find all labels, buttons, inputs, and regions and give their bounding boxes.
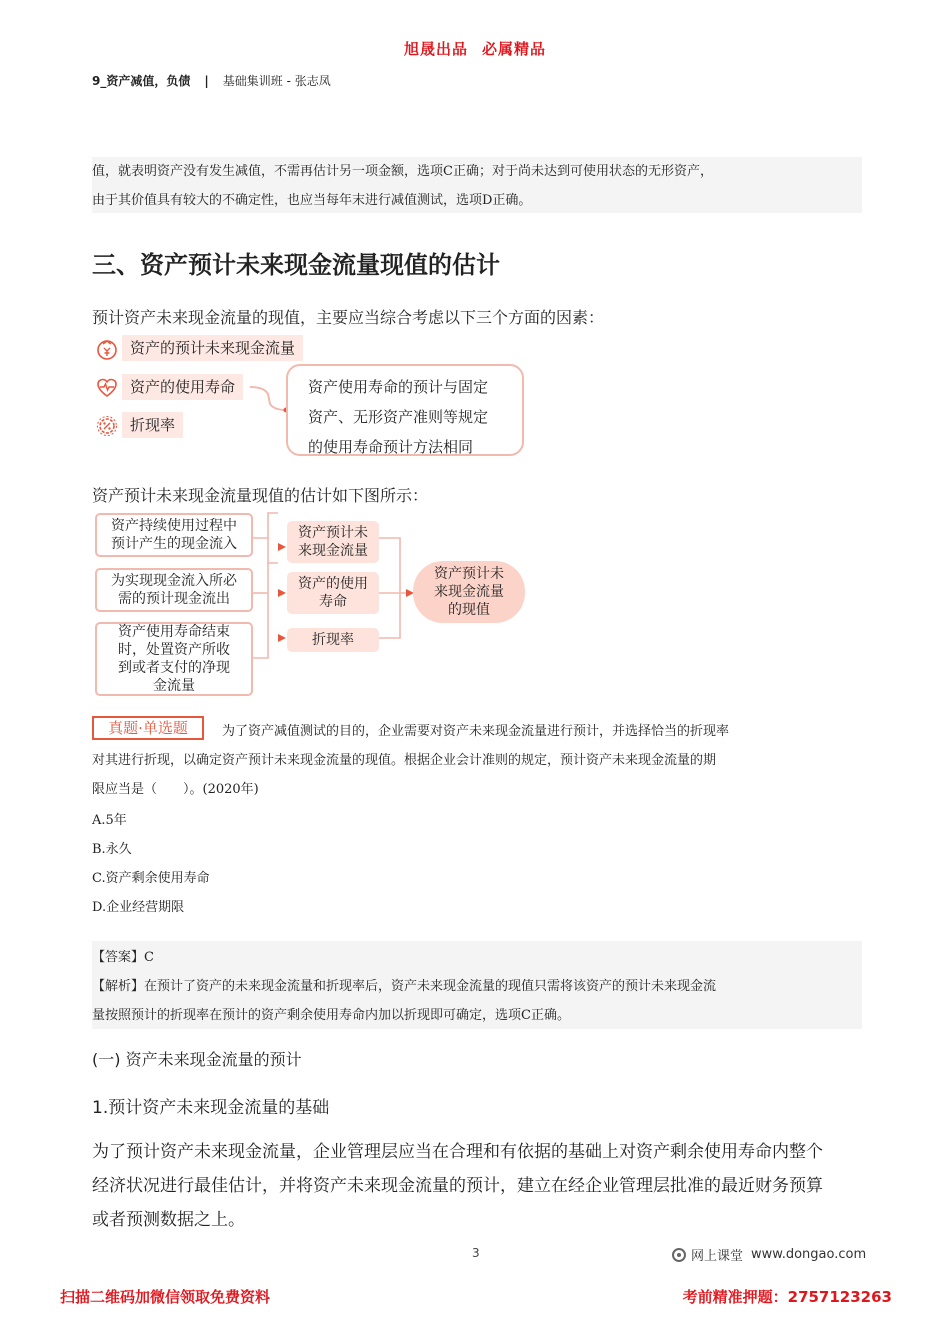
header-separator: | xyxy=(204,74,209,88)
body-line: 经济状况进行最佳估计，并将资产未来现金流量的预计，建立在经企业管理层批准的最近财务预算 xyxy=(92,1176,823,1196)
brand-logo-icon xyxy=(672,1248,686,1262)
flow-left-line: 资产持续使用过程中 xyxy=(111,518,237,534)
prev-explain-box xyxy=(92,157,862,213)
heart-pulse-icon xyxy=(96,377,118,399)
flow-left-line: 需的预计现金流出 xyxy=(118,591,230,607)
flow-mid-life xyxy=(287,572,379,614)
answer-box xyxy=(92,941,862,1029)
answer-value: C xyxy=(144,950,154,965)
option-d: D.企业经营期限 xyxy=(92,900,185,915)
explain-line: 在预计了资产的未来现金流量和折现率后，资产未来现金流量的现值只需将该资产的预计未来现金流 xyxy=(144,979,717,994)
flow-result-line: 来现金流量 xyxy=(434,584,504,600)
body-line: 为了预计资产未来现金流量，企业管理层应当在合理和有依据的基础上对资产剩余使用寿命内整个 xyxy=(92,1142,823,1162)
flow-left-line: 预计产生的现金流入 xyxy=(111,536,237,552)
chapter-title: 9_资产减值，负债 xyxy=(92,74,191,88)
option-c: C.资产剩余使用寿命 xyxy=(92,871,210,886)
brand-url: www.dongao.com xyxy=(751,1247,867,1262)
flow-result-line: 资产预计未 xyxy=(434,566,504,582)
flow-mid-line: 来现金流量 xyxy=(298,543,368,559)
flow-left-outflow xyxy=(95,568,253,612)
page-header xyxy=(92,72,331,89)
flow-mid-line: 寿命 xyxy=(319,594,347,610)
factor-useful-life: 资产的使用寿命 xyxy=(122,374,243,400)
flow-intro-text: 资产预计未来现金流量现值的估计如下图所示： xyxy=(92,486,429,505)
point-title: 1.预计资产未来现金流量的基础 xyxy=(92,1098,330,1118)
life-note-box xyxy=(286,364,524,456)
money-bag-icon xyxy=(96,338,118,360)
explain-line: 量按照预计的折现率在预计的资产剩余使用寿命内加以折现即可确定，选项C正确。 xyxy=(92,1008,570,1023)
flow-left-line: 金流量 xyxy=(153,678,195,694)
footer-brand xyxy=(672,1245,866,1264)
prev-explain-line: 值，就表明资产没有发生减值，不需再估计另一项金额，选项C正确；对于尚未达到可使用状态的无形资产， xyxy=(92,164,713,179)
flow-mid-rate xyxy=(287,628,379,652)
flow-left-line: 资产使用寿命结束 xyxy=(118,624,230,640)
flow-left-disposal xyxy=(95,622,253,696)
question-line: 限应当是（ ）。(2020年) xyxy=(92,782,259,797)
section-title: 三、资产预计未来现金流量现值的估计 xyxy=(92,250,500,279)
flow-result-pv xyxy=(413,561,525,623)
question-tag: 真题·单选题 xyxy=(92,716,204,740)
banner-left: 旭晟出品 xyxy=(403,40,468,58)
top-banner xyxy=(0,38,950,59)
factor-discount-rate: 折现率 xyxy=(122,412,183,438)
flow-left-line: 时，处置资产所收 xyxy=(118,642,230,658)
gear-percent-icon xyxy=(96,415,118,437)
flow-result-line: 的现值 xyxy=(448,602,490,618)
question-line: 为了资产减值测试的目的，企业需要对资产未来现金流量进行预计，并选择恰当的折现率 xyxy=(222,724,730,739)
course-name: 基础集训班 - 张志凤 xyxy=(222,74,331,88)
flow-mid-line: 折现率 xyxy=(312,632,354,648)
flow-left-line: 为实现现金流入所必 xyxy=(111,573,237,589)
explain-label: 【解析】 xyxy=(92,979,145,994)
answer-label: 【答案】 xyxy=(92,950,145,965)
option-a: A.5年 xyxy=(92,813,127,828)
flow-mid-line: 资产的使用 xyxy=(298,576,368,592)
flow-mid-cash-flow xyxy=(287,521,379,563)
flow-left-line: 到或者支付的净现 xyxy=(118,660,230,676)
bottom-promo-right: 考前精准押题：2757123263 xyxy=(682,1288,892,1306)
flow-mid-line: 资产预计未 xyxy=(298,525,368,541)
banner-right: 必属精品 xyxy=(482,40,547,58)
life-note-line: 资产使用寿命的预计与固定 xyxy=(308,378,489,396)
life-note-line: 的使用寿命预计方法相同 xyxy=(308,438,474,456)
page-number: 3 xyxy=(472,1246,480,1260)
life-note-line: 资产、无形资产准则等规定 xyxy=(308,408,489,426)
bottom-promo-left: 扫描二维码加微信领取免费资料 xyxy=(60,1288,271,1306)
factor-cash-flow: 资产的预计未来现金流量 xyxy=(122,335,303,361)
brand-name: 网上课堂 xyxy=(691,1249,744,1264)
prev-explain-line: 由于其价值具有较大的不确定性，也应当每年末进行减值测试，选项D正确。 xyxy=(92,193,532,208)
life-connector xyxy=(248,384,288,424)
flow-left-inflow xyxy=(95,513,253,557)
subsection-title: (一) 资产未来现金流量的预计 xyxy=(92,1050,302,1069)
body-line: 或者预测数据之上。 xyxy=(92,1210,245,1230)
intro-text: 预计资产未来现金流量的现值，主要应当综合考虑以下三个方面的因素： xyxy=(92,308,605,327)
question-line: 对其进行折现，以确定资产预计未来现金流量的现值。根据企业会计准则的规定，预计资产未来现金流量的期 xyxy=(92,753,717,768)
option-b: B.永久 xyxy=(92,842,132,857)
